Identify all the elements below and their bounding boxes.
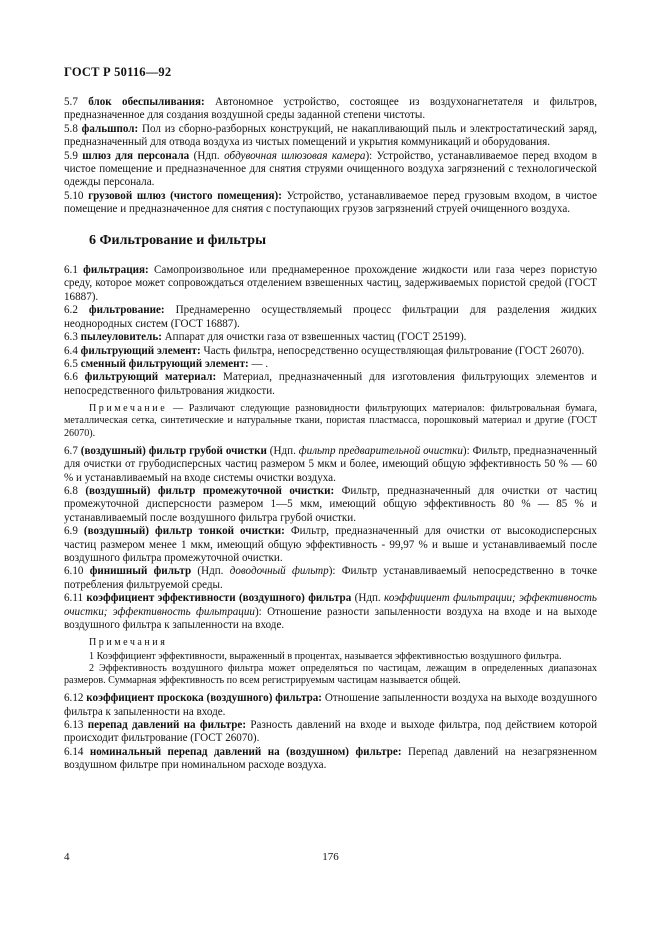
term-definition: Самопроизвольное или преднамеренное прохождение жидкости или газа через пористую среду, которое может сопровождаться отделением взвешенных частиц, задерживаемых пористой средой (ГОСТ 16887). [64, 264, 597, 303]
term-name: коэффициент эффективности (воздушного) фильтра [86, 592, 352, 605]
term-entry [64, 96, 597, 123]
term-number: 6.9 [64, 525, 78, 538]
term-number: 5.10 [64, 189, 84, 202]
notes-2-label: Примечания [89, 637, 168, 649]
entries-group-6b [64, 445, 597, 633]
term-definition: Материал, предназначенный для изготовления фильтрующих элементов и непосредственного фильтрования жидкости. [64, 371, 597, 397]
term-entry: 6.11 коэффициент эффективности (воздушного) фильтра (Ндп. коэффициент фильтрации; эффективность очистки; эффективность фильтрации): Отношение разности запыленности воздуха на входе и на выходе воздушного фильтра к запыленности на входе. [64, 592, 597, 632]
note-1 [64, 403, 597, 440]
term-entry [64, 485, 597, 525]
term-name: фильтрация: [83, 264, 149, 277]
notes-2-heading [89, 637, 597, 649]
term-entry [64, 525, 597, 565]
term-definition: Часть фильтра, непосредственно осуществляющая фильтрование (ГОСТ 26070). [200, 344, 585, 357]
notes-2 [64, 637, 597, 687]
note-1-text: — Различают следующие разновидности фильтрующих материалов: фильтровальная бумага, металлическая сетка, синтетические и натуральные ткани, пористая пластмасса, порошковый материал и другие (ГОСТ 26070). [64, 403, 597, 439]
term-name: грузовой шлюз (чистого помещения): [88, 189, 282, 202]
term-number: 6.11 [64, 592, 84, 605]
term-name: перепад давлений на фильтре: [87, 719, 247, 732]
term-number: 6.4 [64, 344, 78, 357]
term-name: пылеуловитель: [80, 331, 162, 344]
term-entry [64, 304, 597, 331]
page-number: 4 [64, 851, 70, 863]
term-definition: Фильтр, предназначенный для очистки от частиц промежуточной дисперсности размером 1—5 мкм, имеющий общую эффективность 80 % — 85 % и устанавливаемый после воздушного фильтра грубой очистки. [64, 484, 597, 524]
term-definition: : Фильтр устанавливаемый непосредственно в точке потребления фильтруемой среды. [64, 565, 597, 591]
term-entry [64, 371, 597, 398]
term-entry [64, 746, 597, 773]
term-number: 5.8 [64, 122, 78, 135]
term-entry [64, 358, 597, 371]
term-entry: 6.7 (воздушный) фильтр грубой очистки (Ндп. фильтр предварительной очистки): Фильтр, предназначенный для очистки от грубодисперсных частиц размером 5 мкм и более, имеющий общую эффективность 50 % — 60 % и устанавливаемый на входе системы очистки воздуха. [64, 444, 598, 484]
term-name: фильтрование: [88, 304, 165, 317]
term-number: 6.12 [64, 692, 84, 705]
sheet-number: 176 [322, 851, 339, 863]
term-name: сменный фильтрующий элемент: [80, 357, 249, 370]
term-definition: Автономное устройство, состоящее из воздухонагнетателя и фильтров, предназначенное для создания воздушной среды заданной степени чистоты. [64, 96, 597, 122]
term-name: (воздушный) фильтр тонкой очистки: [83, 525, 285, 538]
term-deprecated: обдувочная шлюзовая камера [224, 149, 366, 162]
term-name: коэффициент проскока (воздушного) фильтра: [86, 692, 323, 705]
term-name: фильтрующий материал: [84, 371, 217, 384]
term-number: 5.9 [64, 149, 78, 162]
term-entry: 5.9 шлюз для персонала (Ндп. обдувочная шлюзовая камера): Устройство, устанавливаемое перед входом в чистое помещение и предназначенное для снятия струями очищенного воздуха загрязнений с технологической одежды персонала. [64, 149, 598, 189]
term-entry [64, 331, 597, 344]
document-header: ГОСТ Р 50116—92 [64, 65, 172, 79]
term-number: 6.13 [64, 719, 84, 732]
term-entry: 6.10 финишный фильтр (Ндп. доводочный фильтр): Фильтр устанавливаемый непосредственно в точке потребления фильтруемой среды. [64, 565, 597, 591]
term-entry [64, 692, 597, 719]
term-number: 6.5 [64, 357, 78, 370]
note-2-item: 1 Коэффициент эффективности, выраженный в процентах, называется эффективностью воздушного фильтра. [89, 650, 562, 662]
term-name: шлюз для персонала [82, 149, 190, 162]
term-name: номинальный перепад давлений на (воздушном) фильтре: [89, 745, 402, 758]
term-definition: : Фильтр, предназначенный для очистки от грубодисперсных частиц размером 5 мкм и более, имеющий общую эффективность 50 % — 60 % и устанавливаемый на входе системы очистки воздуха. [64, 444, 598, 484]
term-number: 6.14 [64, 745, 84, 758]
term-number: 6.8 [64, 484, 78, 497]
term-deprecated: коэффициент фильтрации; эффективность очистки; эффективность фильтрации [64, 592, 597, 618]
term-entry [64, 264, 597, 304]
term-name: (воздушный) фильтр промежуточной очистки: [85, 484, 335, 497]
term-definition: Фильтр, предназначенный для очистки от высокодисперсных частиц размером менее 1 мкм, имеющий общую эффективность - 99,97 % и выше и устанавливаемый после воздушного фильтра промежуточной очистки. [64, 525, 597, 564]
document-body [64, 96, 597, 773]
term-number: 6.10 [64, 565, 84, 578]
term-number: 6.1 [64, 264, 78, 277]
entries-group-5 [64, 96, 597, 217]
term-number: 6.2 [64, 304, 78, 317]
term-definition: — . [248, 357, 269, 370]
term-name: финишный фильтр [89, 565, 192, 578]
term-entry [64, 345, 597, 358]
term-number: 6.7 [64, 444, 78, 457]
term-number: 5.7 [64, 96, 78, 108]
term-deprecated: доводочный фильтр [229, 565, 329, 578]
term-definition: : Отношение разности запыленности воздуха на входе и на выходе воздушного фильтра к запыленности на входе. [64, 605, 597, 632]
term-definition: Отношение запыленности воздуха на выходе воздушного фильтра к запыленности на входе. [64, 692, 597, 718]
term-name: (воздушный) фильтр грубой очистки [80, 444, 267, 457]
term-name: фальшпол: [81, 122, 139, 135]
term-definition: Аппарат для очистки газа от взвешенных частиц (ГОСТ 25199). [161, 331, 467, 344]
term-number: 6.3 [64, 331, 78, 344]
note-1-label: Примечание [89, 403, 168, 415]
term-definition: : Устройство, устанавливаемое перед входом в чистое помещение и предназначенное для снятия струями очищенного воздуха загрязнений с технологической одежды персонала. [64, 149, 598, 189]
entries-group-6c [64, 692, 597, 772]
term-number: 6.6 [64, 371, 78, 384]
term-name: фильтрующий элемент: [80, 344, 201, 357]
section-title: 6 Фильтрование и фильтры [89, 232, 267, 248]
term-entry [64, 719, 597, 746]
term-entry [64, 123, 597, 150]
term-entry [64, 190, 597, 217]
entries-group-6a [64, 264, 597, 398]
term-definition: Преднамеренно осуществляемый процесс фильтрации для разделения жидких неоднородных систем (ГОСТ 16887). [64, 304, 597, 330]
term-definition: Устройство, устанавливаемое перед грузовым входом, в чистое помещение и предназначенное для снятия с поступающих грузов загрязнений струей очищенного воздуха. [64, 189, 597, 216]
term-deprecated: фильтр предварительной очистки [298, 444, 463, 457]
term-definition: Пол из сборно-разборных конструкций, не накапливающий пыль и электростатический заряд, предназначенный для отвода воздуха из чистых помещений и укрытия коммуникаций и оборудования. [64, 122, 597, 149]
note-2-item: 2 Эффективность воздушного фильтра может определяться по частицам, лежащим в определенных диапазонах размеров. Суммарная эффективность по всем регистрируемым частицам называется общей. [64, 662, 597, 687]
term-definition: Разность давлений на входе и выходе фильтра, под действием которой происходит фильтрование (ГОСТ 26070). [64, 719, 598, 745]
term-definition: Перепад давлений на незагрязненном воздушном фильтре при номинальном расходе воздуха. [64, 745, 597, 772]
term-name: блок обеспыливания: [88, 96, 205, 108]
